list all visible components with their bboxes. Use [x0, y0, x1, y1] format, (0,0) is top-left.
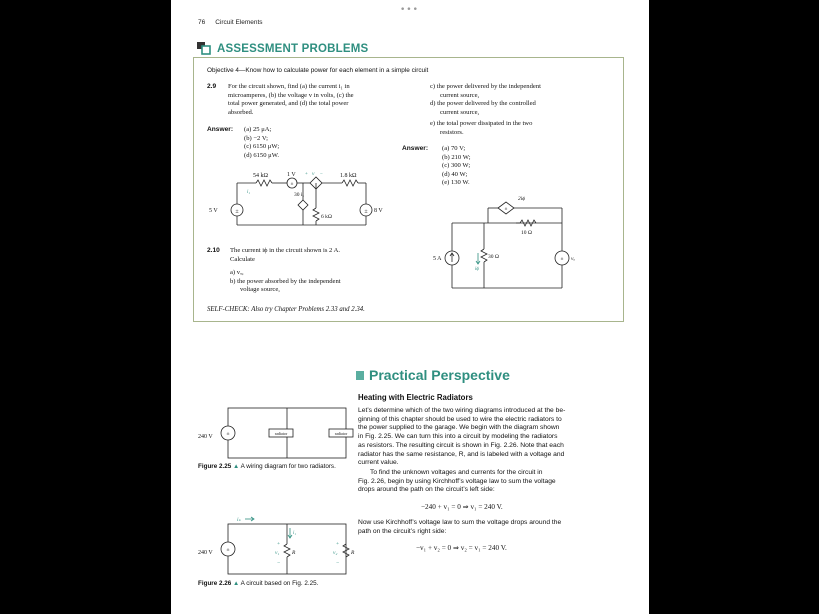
equation-2: −v₁ + v₂ = 0 ⇒ v₂ = v₁ = 240 V.	[416, 544, 507, 552]
ellipsis-indicator[interactable]: •••	[400, 5, 419, 15]
practical-square-icon	[356, 371, 364, 380]
section-title: Circuit Elements	[215, 19, 263, 26]
self-check: SELF-CHECK: Also try Chapter Problems 2.33 and 2.34.	[207, 306, 365, 313]
r1-label: 54 kΩ	[253, 173, 268, 179]
radiator-2-label: radiator	[334, 431, 348, 436]
textbook-page: ••• 76 Circuit Elements ASSESSMENT PROBLEMS Objective 4—Know how to calculate power for each element in a simple circuit 2.9 For the circuit shown, find (a) the current i₁ in microamperes, (b) the voltage v in volts, (c) the total power generated, and (d) the total power absorbed. Answer: (a) 25 μA; (b) −2 V; (c) 6150 μW; (d) 6150 μW. ± ± ± 5 V 8 V 54 kΩ 1 V + v − 1.8 kΩ 30 i₁ 6 kΩ i₁ c) the power delivered by the independent current source, d) the power delivered by the controlled current source, e) the total power dissipated in the two resistors. Answer: (a) 70 V; (b) 210 W; (c) 300 W; (d) 40 W; (e) 130 W. 2.10 The current iϕ in the circuit shown is 2 A. Calculate a) vₓ, b) the power absorbed by the independent voltage source, SELF-CHECK: Also try Chapter Problems 2.33 and 2.34. ± ± 2iϕ 10 Ω 5 A 30 Ω iϕ vₓ Practical Perspective Heating with Electric Radiators Let’s determine which of the two wiring diagrams introduced at the be- ginning of this chapter should be used to wire the electric radiators to the power supplied to the garage. We begin with the diagram shown in Fig. 2.25. We can turn this into a circuit by modeling the radiators as resistors. The resulting circuit is shown in Fig. 2.26. Note that each radiator has the same resistance, R, and is labeled with a voltage and current value. To find the unknown voltages and currents for the circuit in Fig. 2.26, begin by using Kirchhoff’s voltage law to sum the voltage drops around the path on the circuit’s left side: −240 + v₁ = 0 ⇒ v₁ = 240 V. Now use Kirchhoff’s voltage law to sum the voltage drops around the path on the circuit’s right side: −v₁ + v₂ = 0 ⇒ v₂ = v₁ = 240 V. ± 240 V radiator radiator Figure 2.25 ▲ A wiring diagram for two radiators. ± 240 V iₛ i₁ + v₁ − R + v₂ − R Figure 2.26 ▲ A circuit based on Fig. 2.25.	[171, 0, 649, 614]
assessment-title: ASSESSMENT PROBLEMS	[217, 43, 369, 55]
fig226-i1-label: i₁	[293, 531, 297, 536]
circuit-2-10	[396, 193, 586, 298]
assessment-header	[193, 38, 443, 58]
figure-2-25-caption: Figure 2.25 ▲ A wiring diagram for two radiators.	[198, 463, 336, 470]
svg-text:±: ±	[560, 257, 564, 262]
fig226-v2-label: v₂	[333, 550, 338, 556]
v-label: v	[312, 171, 315, 177]
figure-2-26	[193, 512, 353, 580]
practical-title: Practical Perspective	[369, 367, 510, 383]
r2-label: 1.8 kΩ	[340, 173, 357, 179]
r3-label: 6 kΩ	[321, 214, 332, 220]
v2-plus: +	[336, 541, 340, 547]
equation-1: −240 + v₁ = 0 ⇒ v₁ = 240 V.	[421, 503, 503, 511]
svg-text:±: ±	[290, 182, 294, 187]
assessment-box: Objective 4—Know how to calculate power for each element in a simple circuit 2.9 For the circuit shown, find (a) the current i₁ in microamperes, (b) the voltage v in volts, (c) the total power generated, and (d) the total power absorbed. Answer: (a) 25 μA; (b) −2 V; (c) 6150 μW; (d) 6150 μW. ± ± ± 5 V 8 V 54 kΩ 1 V + v − 1.8 kΩ 30 i₁ 6 kΩ i₁ c) the power delivered by the independent current source, d) the power delivered by the controlled current source, e) the total power dissipated in the two resistors. Answer: (a) 70 V; (b) 210 W; (c) 300 W; (d) 40 W; (e) 130 W. 2.10 The current iϕ in the circuit shown is 2 A. Calculate a) vₓ, b) the power absorbed by the independent voltage source, SELF-CHECK: Also try Chapter Problems 2.33 and 2.34. ± ± 2iϕ 10 Ω 5 A 30 Ω iϕ vₓ	[193, 57, 624, 322]
svg-text:±: ±	[364, 209, 368, 215]
dep-source-label: 2iϕ	[518, 196, 526, 202]
problem-2-10-answer-label: Answer:	[402, 145, 429, 152]
is-label: iₛ	[237, 517, 241, 523]
problem-2-9-answer-label: Answer:	[207, 126, 234, 133]
svg-text:±: ±	[226, 547, 230, 553]
i1-label: i₁	[247, 190, 251, 195]
figure-2-26-caption: Figure 2.26 ▲ A circuit based on Fig. 2.25.	[198, 580, 319, 587]
v1-label: 1 V	[287, 172, 296, 178]
circuit-2-9	[208, 170, 388, 230]
v1-plus: +	[277, 541, 281, 547]
objective: Objective 4—Know how to calculate power for each element in a simple circuit	[207, 67, 429, 74]
page-header	[198, 19, 263, 26]
svg-text:±: ±	[235, 209, 239, 215]
v-plus: +	[305, 172, 308, 177]
v2-minus: −	[336, 560, 340, 566]
src5a-label: 5 A	[433, 256, 442, 262]
vx-label: vₓ	[571, 256, 576, 262]
iphi-label: iϕ	[475, 267, 479, 272]
practical-subtitle: Heating with Electric Radiators	[358, 393, 473, 402]
fig226-v1-label: v₁	[275, 550, 280, 556]
r30-label: 30 Ω	[488, 254, 499, 260]
source-left-label: 5 V	[209, 208, 218, 214]
figure-2-25	[193, 405, 353, 463]
svg-text:±: ±	[226, 431, 230, 437]
practical-header	[356, 367, 556, 385]
page-number: 76	[198, 19, 206, 26]
v-minus: −	[320, 172, 323, 177]
fig226-r1-label: R	[292, 550, 296, 556]
source-right-label: 8 V	[374, 208, 383, 214]
assessment-icon	[197, 42, 210, 54]
dep-label: 30 i₁	[294, 192, 305, 198]
fig226-source-label: 240 V	[198, 550, 213, 556]
r10-label: 10 Ω	[521, 230, 532, 236]
fig225-source-label: 240 V	[198, 434, 213, 440]
fig226-r2-label: R	[351, 550, 355, 556]
problem-2-9-number: 2.9	[207, 83, 217, 90]
radiator-1-label: radiator	[274, 431, 288, 436]
problem-2-10-number: 2.10	[207, 247, 220, 254]
svg-text:±: ±	[504, 207, 508, 212]
v1-minus: −	[277, 560, 281, 566]
